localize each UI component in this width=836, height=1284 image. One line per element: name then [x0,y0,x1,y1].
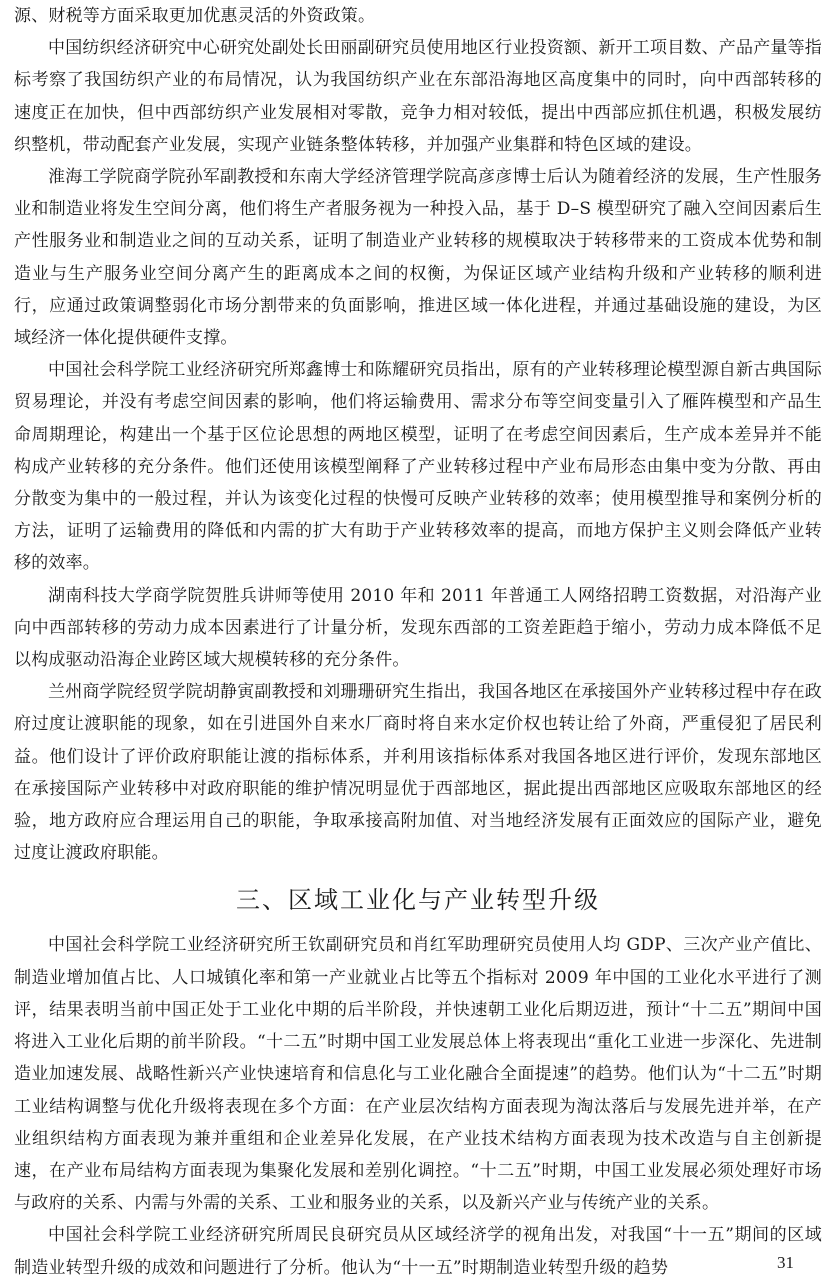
paragraph-sun-jun-services: 淮海工学院商学院孙军副教授和东南大学经济管理学院高彦彦博士后认为随着经济的发展，生产性服务业和制造业将发生空间分离，他们将生产者服务视为一种投入品，基于 D–S 模型研究了融入空间因素后生产性服务业和制造业之间的互动关系，证明了制造业产业转移的规模取决于转移带来的工资成本优势和制造业与生产服务业空间分离产生的距离成本之间的权衡，为保证区域产业结构升级和产业转移的顺利进行，应通过政策调整弱化市场分割带来的负面影响，推进区域一体化进程，并通过基础设施的建设，为区域经济一体化提供硬件支撑。 [14,167,822,349]
body-text-top [14,0,822,869]
paragraph-he-shengbing-wages: 湖南科技大学商学院贺胜兵讲师等使用 2010 年和 2011 年普通工人网络招聘工资数据，对沿海产业向中西部转移的劳动力成本因素进行了计量分析，发现东西部的工资差距趋于缩小，劳动力成本降低不足以构成驱动沿海企业跨区域大规模转移的充分条件。 [14,585,822,671]
body-text-bottom [14,929,822,1283]
section-heading: 三、区域工业化与产业转型升级 [236,886,600,915]
paragraph-hu-jingyin-government: 兰州商学院经贸学院胡静寅副教授和刘珊珊研究生指出，我国各地区在承接国外产业转移过程中存在政府过度让渡职能的现象，如在引进国外自来水厂商时将自来水定价权也转让给了外商，严重侵犯了居民利益。他们设计了评价政府职能让渡的指标体系，并利用该指标体系对我国各地区进行评价，发现东部地区在承接国际产业转移中对政府职能的维护情况明显优于西部地区，据此提出西部地区应吸取东部地区的经验，地方政府应合理运用自己的职能，争取承接高附加值、对当地经济发展有正面效应的国际产业，避免过度让渡政府职能。 [14,682,822,864]
paragraph-zheng-xin-model: 中国社会科学院工业经济研究所郑鑫博士和陈耀研究员指出，原有的产业转移理论模型源自新古典国际贸易理论，并没有考虑空间因素的影响，他们将运输费用、需求分布等空间变量引入了雁阵模型和产品生命周期理论，构建出一个基于区位论思想的两地区模型，证明了在考虑空间因素后，生产成本差异并不能构成产业转移的充分条件。他们还使用该模型阐释了产业转移过程中产业布局形态由集中变为分散、再由分散变为集中的一般过程，并认为该变化过程的快慢可反映产业转移的效率；使用模型推导和案例分析的方法，证明了运输费用的降低和内需的扩大有助于产业转移效率的提高，而地方保护主义则会降低产业转移的效率。 [14,360,822,574]
paragraph-zhou-minliang-manufacturing: 中国社会科学院工业经济研究所周民良研究员从区域经济学的视角出发，对我国“十一五”期间的区域制造业转型升级的成效和问题进行了分析。他认为“十一五”时期制造业转型升级的趋势 [14,1225,822,1278]
page-number: 31 [777,1253,794,1272]
paragraph-continued: 源、财税等方面采取更加优惠灵活的外资政策。 [14,6,376,26]
paragraph-tian-li-textile: 中国纺织经济研究中心研究处副处长田丽副研究员使用地区行业投资额、新开工项目数、产品产量等指标考察了我国纺织产业的布局情况，认为我国纺织产业在东部沿海地区高度集中的同时，向中西部转移的速度正在加快，但中西部纺织产业发展相对零散，竞争力相对较低，提出中西部应抓住机遇，积极发展纺织整机，带动配套产业发展，实现产业链条整体转移，并加强产业集群和特色区域的建设。 [14,38,822,155]
paragraph-wang-qin-industrialization: 中国社会科学院工业经济研究所王钦副研究员和肖红军助理研究员使用人均 GDP、三次产业产值比、制造业增加值占比、人口城镇化率和第一产业就业占比等五个指标对 2009 年中国的工业化水平进行了测评，结果表明当前中国正处于工业化中期的后半阶段，并快速朝工业化后期迈进，预计“十二五”期间中国将进入工业化后期的前半阶段。“十二五”时期中国工业发展总体上将表现出“重化工业进一步深化、先进制造业加速发展、战略性新兴产业快速培育和信息化与工业化融合全面提速”的趋势。他们认为“十二五”时期工业结构调整与优化升级将表现在多个方面：在产业层次结构方面表现为淘汰落后与发展先进并举，在产业组织结构方面表现为兼并重组和企业差异化发展，在产业技术结构方面表现为技术改造与自主创新提速，在产业布局结构方面表现为集聚化发展和差别化调控。“十二五”时期，中国工业发展必须处理好市场与政府的关系、内需与外需的关系、工业和服务业的关系，以及新兴产业与传统产业的关系。 [14,935,822,1214]
